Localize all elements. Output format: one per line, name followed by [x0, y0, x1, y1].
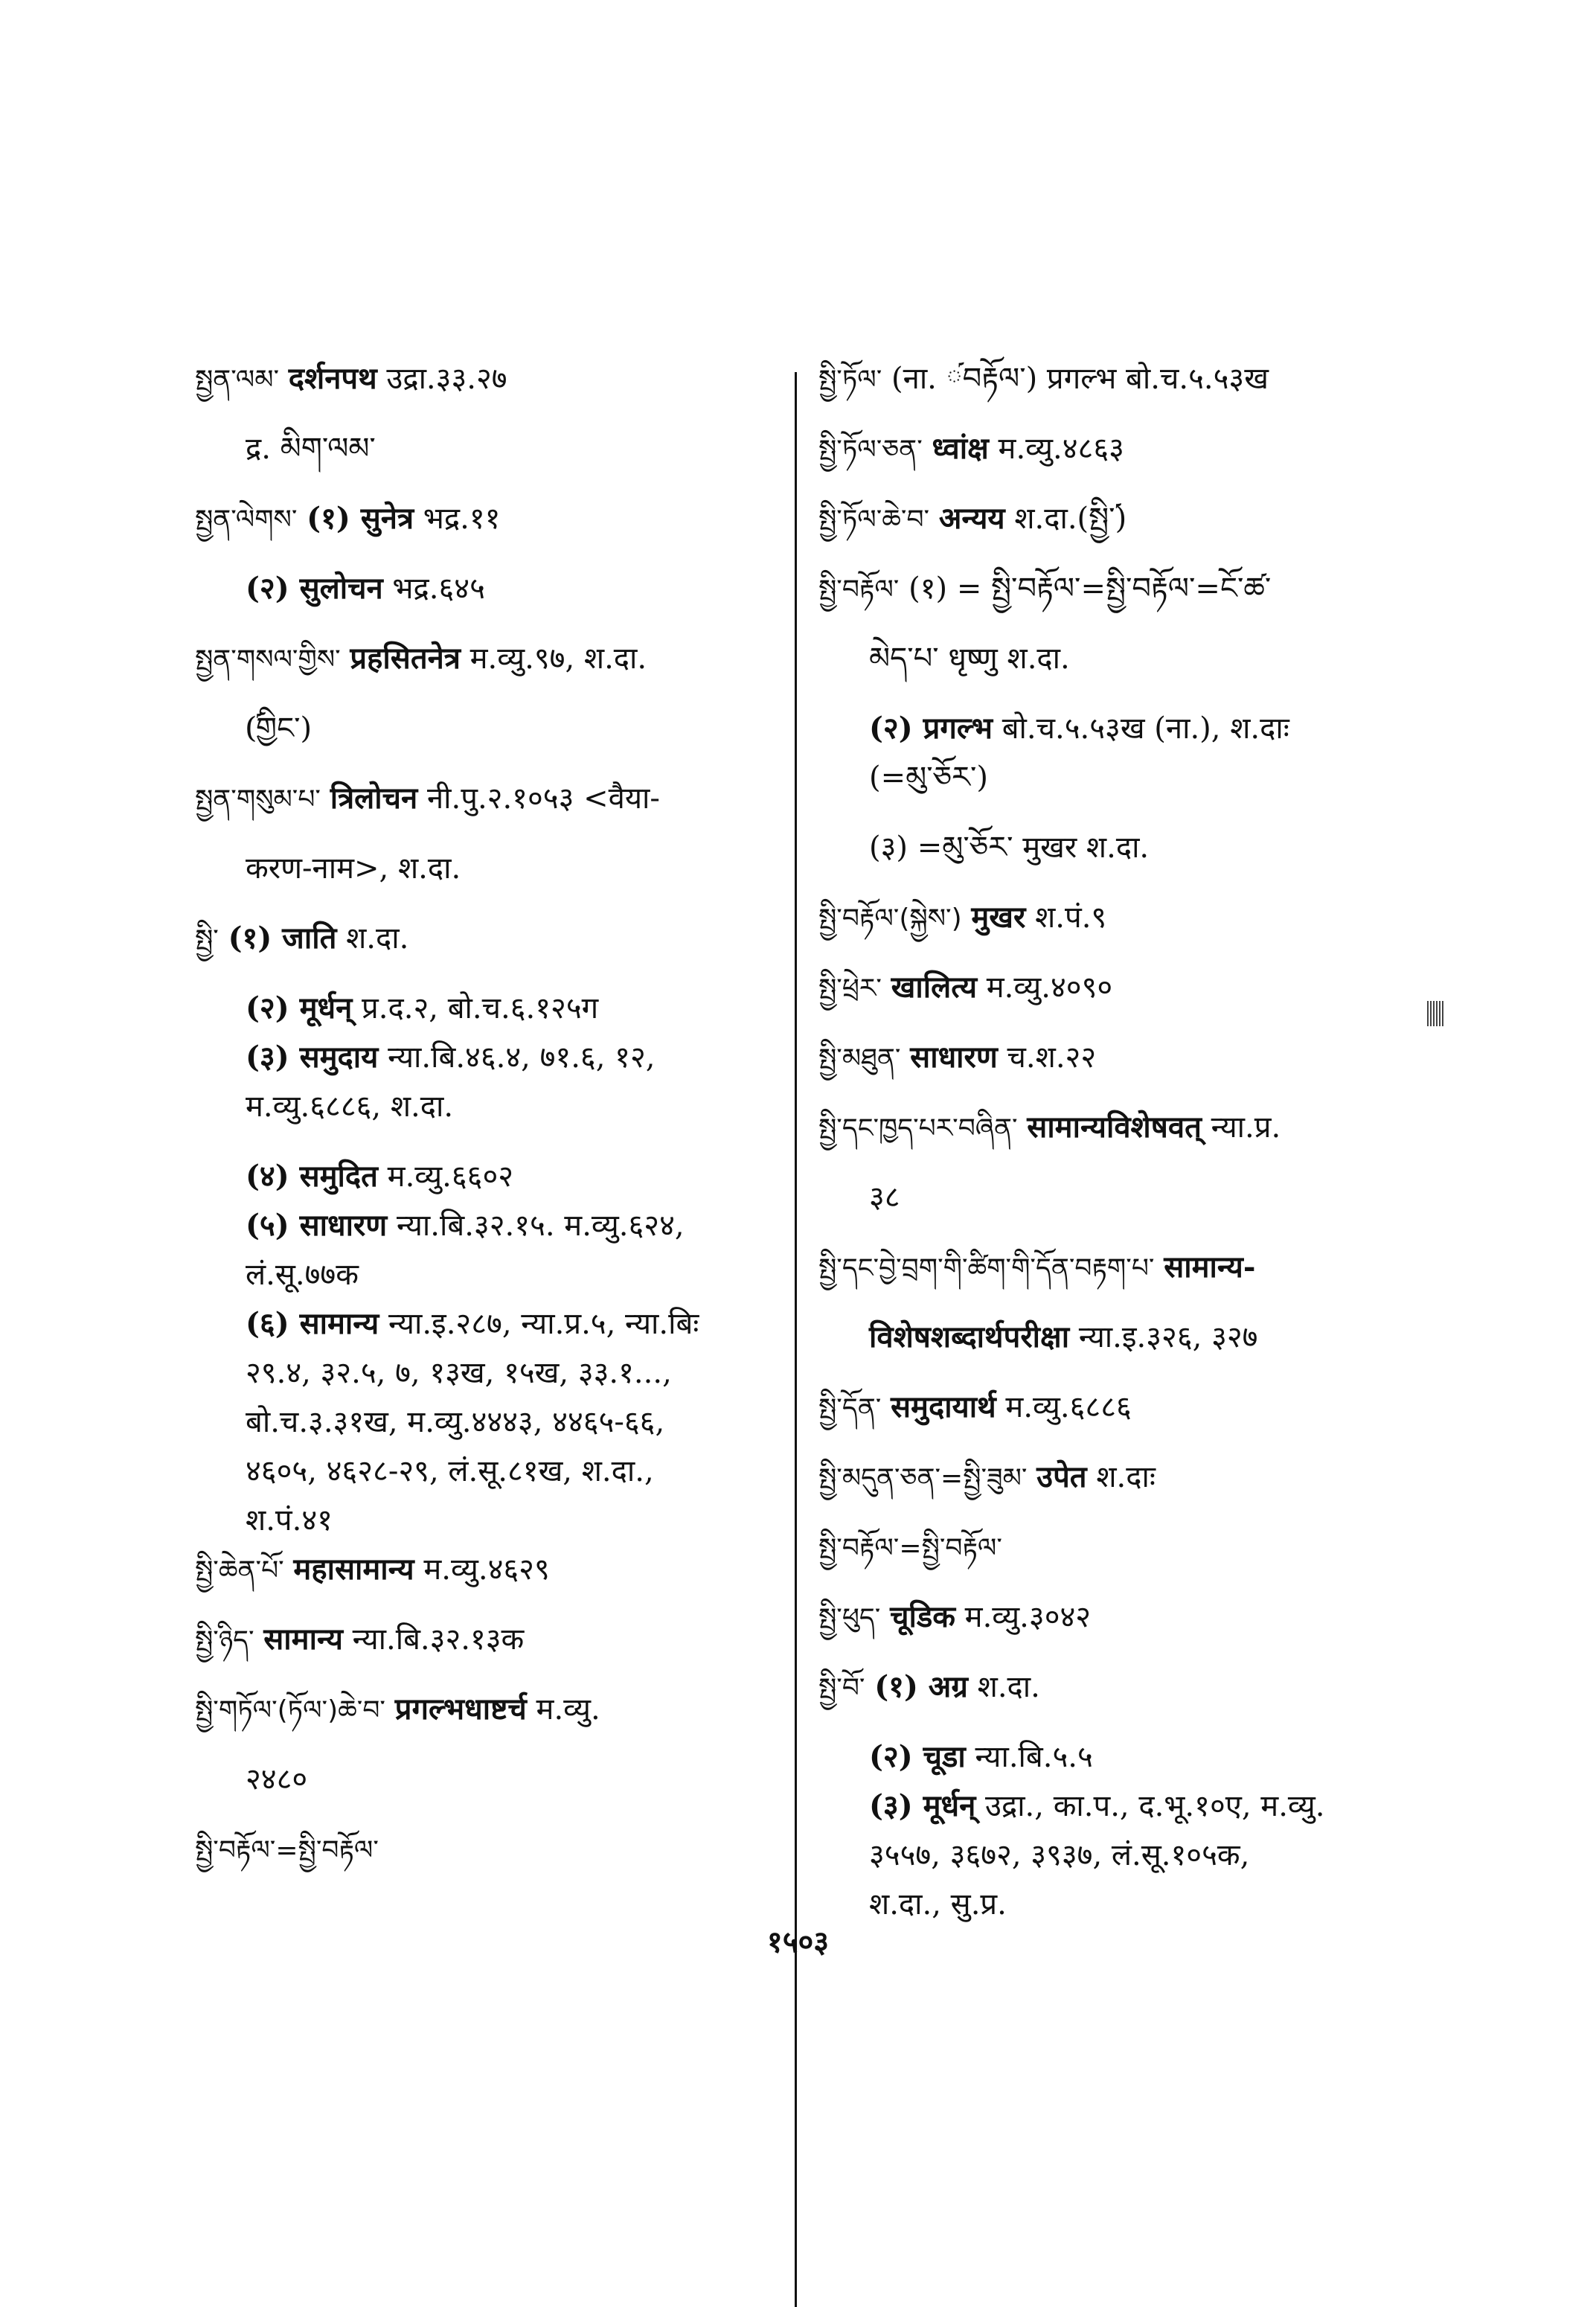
- sanskrit-equivalent: (१) अग्र: [874, 1669, 968, 1704]
- source-reference: न्या.इ.२८७, न्या.प्र.५, न्या.बिः: [388, 1307, 699, 1341]
- sanskrit-equivalent: मुखर: [971, 900, 1026, 935]
- source-reference: (३) =མུ་ཅོར་ मुखर श.दा.: [869, 831, 1150, 865]
- dictionary-entry-line: [195, 1088, 783, 1125]
- source-reference: श.दा., सु.प्र.: [869, 1887, 1007, 1922]
- source-reference: न्या.बि.५.५: [975, 1740, 1093, 1774]
- dictionary-entry-line: [818, 1886, 1414, 1923]
- sanskrit-equivalent: (१) जाति: [228, 921, 337, 956]
- source-reference: श.दा.: [977, 1670, 1040, 1704]
- dictionary-entry-line: [195, 780, 783, 817]
- tibetan-headword: སྤྱི་ཏོལ་ཅན་: [818, 435, 923, 465]
- source-reference: उद्रा.३३.२७: [386, 362, 507, 396]
- sanskrit-equivalent: (१) सुनेत्र: [307, 501, 414, 536]
- dictionary-entry-line: [195, 1691, 783, 1728]
- sanskrit-equivalent: (२) चूडा: [869, 1739, 966, 1774]
- tibetan-headword: སྤྱི་གཏོལ་(ཏོལ་)ཆེ་བ་: [195, 1695, 385, 1726]
- sanskrit-equivalent: (५) साधारण: [246, 1208, 388, 1243]
- source-reference: म.व्यु.४०९०: [986, 970, 1113, 1005]
- source-reference: म.व्यु.३०४२: [964, 1600, 1092, 1634]
- dictionary-entry-line: [818, 360, 1414, 397]
- dictionary-entry-line: [195, 570, 783, 607]
- tibetan-headword: སྤྱི་ཆེན་པོ་: [195, 1555, 284, 1586]
- tibetan-headword: སྤྱན་གསལ་གྱིས་: [195, 644, 341, 675]
- dictionary-entry-line: [195, 1305, 783, 1343]
- dictionary-entry-line: [818, 1249, 1414, 1286]
- source-reference: म.व्यु.४६२९: [423, 1552, 550, 1587]
- tibetan-headword: སྤྱི་བརྟོལ་=སྤྱི་བརྟོལ་: [195, 1835, 379, 1866]
- source-reference: न्या.प्र.: [1211, 1110, 1281, 1145]
- sanskrit-equivalent: समुदायार्थ: [891, 1389, 996, 1424]
- source-reference: ३८: [869, 1180, 900, 1215]
- tibetan-headword: སྤྱི་མཐུན་: [818, 1043, 901, 1074]
- source-reference: ३५५७, ३६७२, ३९३७, लं.सू.१०५क,: [869, 1838, 1250, 1872]
- tibetan-headword: སྤྱི་བརྟོལ་: [818, 575, 900, 605]
- tibetan-headword: སྤྱི་མདུན་ཅན་=སྤྱི་ཟུམ་: [818, 1463, 1028, 1494]
- source-reference: (१) = སྤྱི་བརྟོལ་=སྤྱི་བརྟོལ་=ངོ་ཚ་: [908, 572, 1272, 606]
- dictionary-entry-line: [195, 1621, 783, 1658]
- tibetan-headword: སྤྱི་དང་བྱེ་བྲག་གི་ཚིག་གི་དོན་བརྟག་པ་: [818, 1253, 1155, 1284]
- sanskrit-equivalent: सामान्य-: [1164, 1250, 1256, 1284]
- source-reference: མེད་པ་ धृष्णु श.दा.: [869, 641, 1070, 676]
- source-reference: उद्रा., का.प., द.भू.१०ए, म.व्यु.: [985, 1789, 1325, 1823]
- tibetan-headword: སྤྱི་: [195, 924, 219, 955]
- scan-artifact: [1427, 1001, 1445, 1026]
- dictionary-entry-line: [818, 570, 1414, 607]
- source-reference: भद्र.६४५: [392, 572, 485, 606]
- dictionary-entry-line: [818, 1319, 1414, 1356]
- source-reference: करण-नाम>, श.दा.: [246, 851, 461, 886]
- source-reference: २९.४, ३२.५, ७, १३ख, १५ख, ३३.१...,: [246, 1356, 672, 1390]
- sanskrit-equivalent: साधारण: [910, 1040, 998, 1075]
- source-reference: भद्र.११: [423, 502, 501, 536]
- column-divider: [795, 372, 797, 2307]
- dictionary-entry-line: [818, 899, 1414, 936]
- tibetan-headword: སྤྱན་ལམ་: [195, 365, 280, 395]
- dictionary-entry-line: [195, 500, 783, 537]
- dictionary-entry-line: [195, 1039, 783, 1076]
- source-reference: न्या.बि.३२.१५. म.व्यु.६२४,: [396, 1209, 685, 1243]
- source-reference: बो.च.३.३१ख, म.व्यु.४४४३, ४४६५-६६,: [246, 1405, 665, 1439]
- sanskrit-equivalent: दर्शनपथ: [288, 361, 377, 396]
- dictionary-entry-line: [195, 360, 783, 397]
- dictionary-entry-line: [195, 1354, 783, 1392]
- dictionary-entry-line: [818, 1179, 1414, 1216]
- source-reference: श.दाः: [1096, 1460, 1156, 1494]
- tibetan-headword: སྤྱི་དང་ཁྱད་པར་བཞིན་: [818, 1113, 1018, 1144]
- dictionary-entry-line: [818, 1109, 1414, 1146]
- dictionary-entry-line: [195, 1256, 783, 1293]
- dictionary-entry-line: [818, 500, 1414, 537]
- tibetan-headword: སྤྱི་བརྟོལ་(སྐྱེས་): [818, 903, 962, 934]
- sanskrit-equivalent: (४) समुदित: [246, 1159, 378, 1194]
- sanskrit-equivalent: त्रिलोचन: [330, 781, 418, 816]
- sanskrit-equivalent: चूडिक: [890, 1599, 955, 1634]
- source-reference: न्या.इ.३२६, ३२७: [1078, 1320, 1258, 1354]
- tibetan-headword: སྤྱན་གསུམ་པ་: [195, 784, 321, 815]
- source-reference: श.दा.: [346, 921, 409, 956]
- dictionary-entry-line: [195, 1831, 783, 1868]
- source-reference: नी.पु.२.१०५३ <वैया-: [426, 781, 660, 816]
- source-reference: च.श.२२: [1007, 1040, 1097, 1075]
- sanskrit-equivalent: (३) समुदाय: [246, 1040, 379, 1075]
- sanskrit-equivalent: खालित्य: [891, 970, 978, 1005]
- dictionary-entry-line: [818, 1389, 1414, 1426]
- tibetan-headword: སྤྱི་བོ་: [818, 1673, 865, 1703]
- dictionary-entry-line: [818, 710, 1414, 747]
- source-reference: बो.च.५.५३ख (ना.), श.दाः: [1001, 711, 1289, 746]
- dictionary-entry-line: [818, 969, 1414, 1006]
- dictionary-entry-line: [818, 430, 1414, 467]
- dictionary-entry-line: [195, 1404, 783, 1441]
- right-column: [818, 360, 1414, 1956]
- sanskrit-equivalent: सामान्य: [263, 1622, 343, 1657]
- source-reference: ४६०५, ४६२८-२९, लं.सू.८१ख, श.दा.,: [246, 1454, 654, 1488]
- dictionary-entry-line: [195, 1207, 783, 1244]
- source-reference: म.व्यु.९७, श.दा.: [469, 641, 647, 676]
- source-reference: म.व्यु.: [536, 1692, 600, 1727]
- sanskrit-equivalent: प्रहसितनेत्र: [350, 641, 461, 676]
- dictionary-entry-line: [195, 1761, 783, 1798]
- dictionary-entry-line: [195, 1551, 783, 1588]
- tibetan-headword: སྤྱི་ཕྲེར་: [818, 973, 882, 1004]
- tibetan-headword: སྤྱི་ཕུད་: [818, 1603, 881, 1634]
- dictionary-entry-line: [818, 640, 1414, 677]
- tibetan-headword: སྤྱི་ཏོལ་ཆེ་བ་: [818, 505, 930, 535]
- dictionary-entry-line: [818, 1837, 1414, 1874]
- sanskrit-equivalent: (२) प्रगल्भ: [869, 711, 993, 746]
- source-reference: लं.सू.७७क: [246, 1258, 359, 1292]
- left-column: [195, 360, 783, 1901]
- tibetan-headword: སྤྱི་དོན་: [818, 1393, 882, 1424]
- dictionary-entry-line: [818, 1039, 1414, 1076]
- dictionary-entry-line: [818, 1788, 1414, 1825]
- dictionary-entry-line: [195, 1502, 783, 1539]
- sanskrit-equivalent: (२) सुलोचन: [246, 571, 383, 606]
- sanskrit-equivalent: विशेषशब्दार्थपरीक्षा: [869, 1319, 1070, 1354]
- tibetan-headword: སྤྱི་ཏོལ་: [818, 365, 882, 395]
- source-reference: म.व्यु.६८८६: [1005, 1390, 1132, 1424]
- source-reference: २४८०: [246, 1762, 308, 1796]
- source-reference: न्या.बि.४६.४, ७१.६, १२,: [388, 1040, 656, 1075]
- sanskrit-equivalent: महासामान्य: [293, 1552, 414, 1587]
- source-reference: न्या.बि.३२.१३क: [352, 1622, 525, 1657]
- sanskrit-equivalent: सामान्यविशेषवत्: [1027, 1110, 1202, 1145]
- dictionary-entry-line: [195, 430, 783, 467]
- sanskrit-equivalent: (२) मूर्धन्: [246, 991, 353, 1025]
- tibetan-headword: སྤྱི་བརྟོལ་=སྤྱི་བརྟོལ་: [818, 1533, 1002, 1564]
- sanskrit-equivalent: ध्वांक्ष: [932, 431, 989, 466]
- dictionary-entry-line: [195, 640, 783, 677]
- source-reference: म.व्यु.६६०२: [387, 1159, 514, 1194]
- dictionary-entry-line: [195, 1158, 783, 1195]
- dictionary-entry-line: [818, 1738, 1414, 1776]
- sanskrit-equivalent: अन्यय: [938, 501, 1005, 536]
- dictionary-entry-line: [195, 1453, 783, 1490]
- sanskrit-equivalent: उपेत: [1036, 1459, 1087, 1494]
- source-reference: (=མུ་ཅོར་): [869, 761, 988, 795]
- dictionary-entry-line: [818, 1599, 1414, 1636]
- dictionary-entry-line: [195, 710, 783, 747]
- dictionary-entry-line: [818, 1668, 1414, 1706]
- dictionary-entry-line: [195, 990, 783, 1027]
- source-reference: प्र.द.२, बो.च.६.१२५ग: [362, 991, 599, 1025]
- tibetan-headword: སྤྱན་ལེགས་: [195, 505, 298, 535]
- source-reference: म.व्यु.६८८६, श.दा.: [246, 1089, 454, 1124]
- source-reference: श.दा.(སྤྱི་༹): [1014, 502, 1127, 536]
- source-reference: द्र. མིག་ལམ་: [246, 432, 376, 466]
- source-reference: श.पं.९: [1035, 900, 1107, 935]
- dictionary-entry-line: [818, 1459, 1414, 1496]
- sanskrit-equivalent: (३) मूर्धन्: [869, 1788, 976, 1823]
- dictionary-entry-line: [195, 850, 783, 887]
- dictionary-entry-line: [818, 759, 1414, 796]
- dictionary-entry-line: [818, 829, 1414, 866]
- source-reference: श.पं.४१: [246, 1503, 333, 1538]
- page-number: १५०३: [766, 1924, 830, 1959]
- dictionary-entry-line: [818, 1529, 1414, 1566]
- sanskrit-equivalent: प्रगल्भधाष्टर्च: [394, 1692, 527, 1727]
- tibetan-headword: སྤྱི་ཉིད་: [195, 1625, 254, 1656]
- source-reference: (ना. ༹བརྟོལ་) प्रगल्भ बो.च.५.५३ख: [891, 362, 1269, 396]
- sanskrit-equivalent: (६) सामान्य: [246, 1306, 379, 1341]
- dictionary-entry-line: [195, 920, 783, 957]
- source-reference: (༹གྱིང་): [246, 711, 313, 746]
- source-reference: म.व्यु.४८६३: [998, 432, 1124, 466]
